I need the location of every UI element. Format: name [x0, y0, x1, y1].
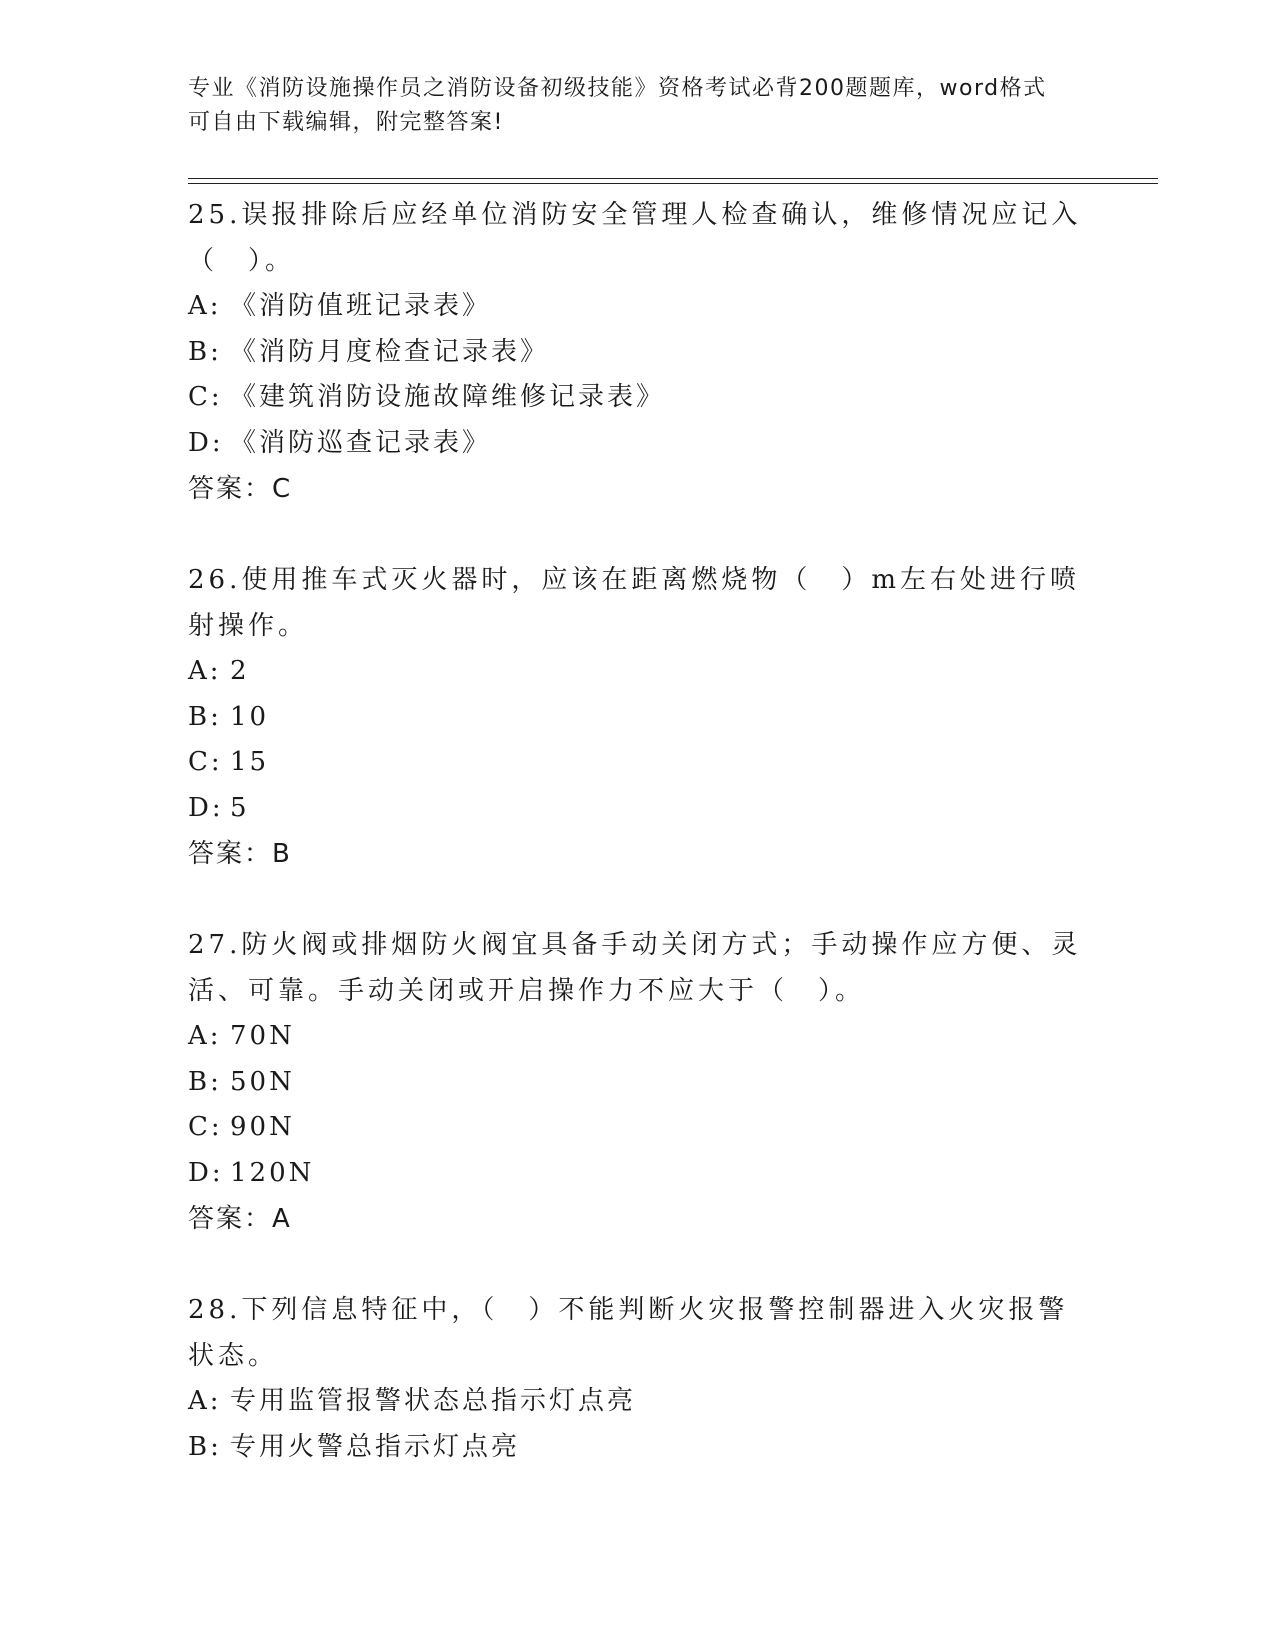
option-text: 10 — [230, 701, 270, 732]
option-b — [188, 1425, 1088, 1471]
question-stem: 26.使用推车式灭火器时，应该在距离燃烧物（ ）m左右处进行喷射操作。 — [188, 565, 1081, 641]
option-letter: A: — [188, 1021, 222, 1051]
question-list — [188, 192, 1088, 1515]
answer-line: 答案：B — [188, 839, 292, 869]
option-letter: C: — [188, 747, 223, 777]
option-letter: B: — [188, 1431, 222, 1462]
option-text: 70N — [230, 1021, 295, 1051]
option-letter: A: — [188, 1386, 222, 1416]
option-b — [188, 695, 1088, 741]
option-d — [188, 1151, 1088, 1197]
option-a — [188, 284, 1088, 330]
option-letter: D: — [188, 427, 224, 458]
option-c — [188, 740, 1088, 786]
option-c — [188, 1105, 1088, 1151]
option-text: 专用监管报警状态总指示灯点亮 — [230, 1386, 637, 1416]
option-text: 《消防巡查记录表》 — [230, 427, 492, 458]
option-b — [188, 1060, 1088, 1106]
option-a — [188, 649, 1088, 695]
option-c — [188, 375, 1088, 421]
question-28 — [188, 1287, 1088, 1470]
option-text: 《建筑消防设施故障维修记录表》 — [230, 382, 666, 412]
question-26 — [188, 557, 1088, 877]
option-letter: D: — [188, 792, 224, 823]
document-header: 专业《消防设施操作员之消防设备初级技能》资格考试必背200题题库，word格式可自由下载编辑，附完整答案! — [188, 76, 1047, 135]
question-25 — [188, 192, 1088, 512]
option-d — [188, 421, 1088, 467]
option-letter: B: — [188, 701, 222, 732]
option-a — [188, 1379, 1088, 1425]
option-letter: B: — [188, 1066, 222, 1097]
option-text: 专用火警总指示灯点亮 — [230, 1431, 521, 1462]
option-text: 2 — [230, 656, 250, 686]
header-divider-bottom — [188, 183, 1158, 184]
question-stem: 28.下列信息特征中，（ ）不能判断火灾报警控制器进入火灾报警状态。 — [188, 1295, 1069, 1371]
option-text: 15 — [230, 747, 270, 777]
option-d — [188, 786, 1088, 832]
question-stem: 27.防火阀或排烟防火阀宜具备手动关闭方式；手动操作应方便、灵活、可靠。手动关闭或开启操作力不应大于（ ）。 — [188, 930, 1082, 1006]
option-letter: A: — [188, 656, 222, 686]
answer-line: 答案：A — [188, 1204, 292, 1234]
header-divider-top — [188, 178, 1158, 179]
option-text: 《消防值班记录表》 — [230, 291, 492, 321]
option-letter: A: — [188, 291, 222, 321]
option-letter: C: — [188, 1112, 223, 1142]
option-text: 120N — [230, 1157, 315, 1188]
answer-line: 答案：C — [188, 474, 293, 504]
option-letter: C: — [188, 382, 223, 412]
option-a — [188, 1014, 1088, 1060]
option-text: 5 — [230, 792, 250, 823]
option-letter: B: — [188, 336, 222, 367]
option-text: 50N — [230, 1066, 295, 1097]
option-b — [188, 330, 1088, 376]
question-27 — [188, 922, 1088, 1242]
option-letter: D: — [188, 1157, 224, 1188]
option-text: 《消防月度检查记录表》 — [230, 336, 550, 367]
option-text: 90N — [230, 1112, 295, 1142]
question-stem: 25.误报排除后应经单位消防安全管理人检查确认，维修情况应记入（ ）。 — [188, 200, 1082, 276]
